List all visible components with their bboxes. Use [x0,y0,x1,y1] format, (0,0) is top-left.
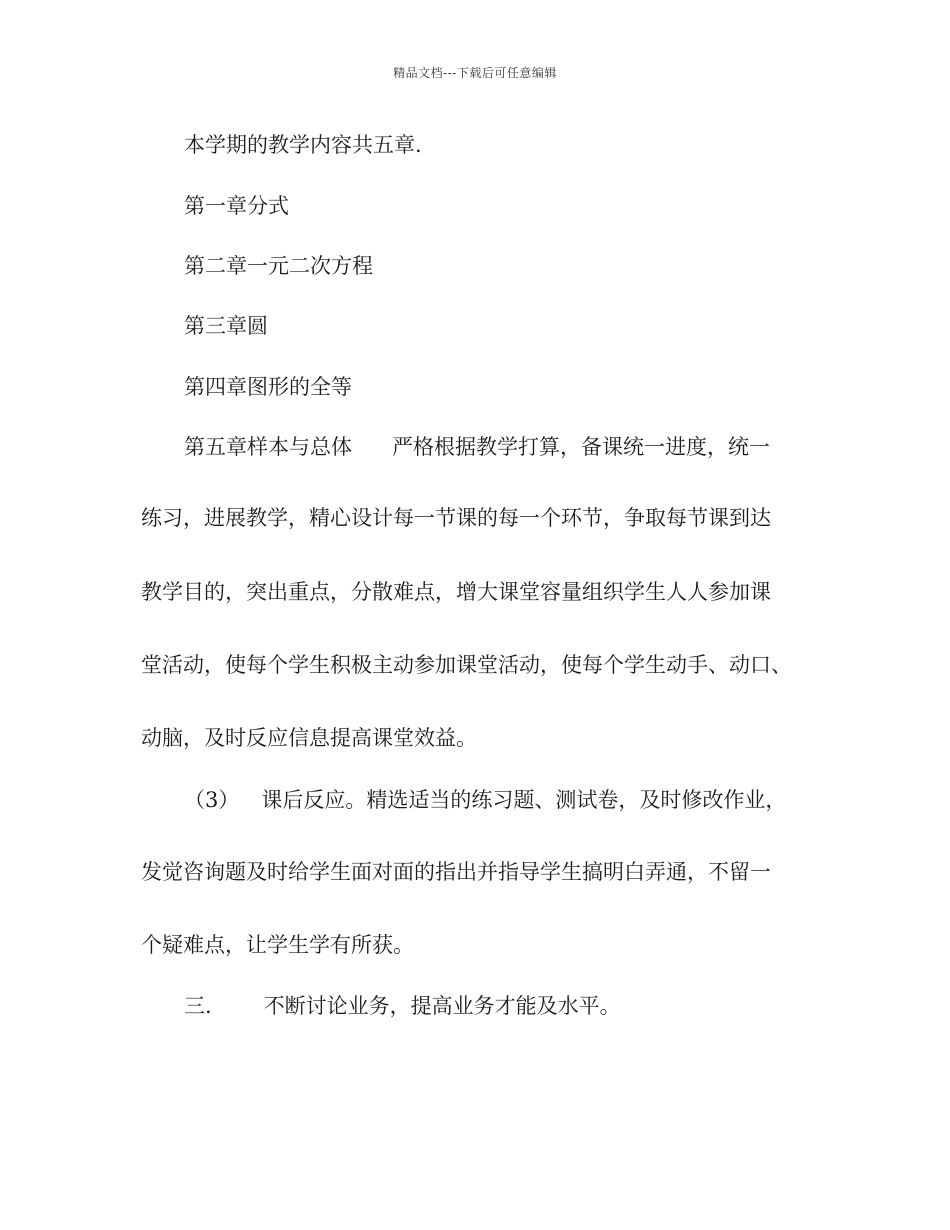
para2-line: 个疑难点，让学生学有所获。 [141,933,414,957]
para2-number: （3） [184,788,240,812]
chapter-2: 第二章一元二次方程 [184,254,373,278]
section-3-number: 三. [184,994,212,1018]
para1-line: 堂活动，使每个学生积极主动参加课堂活动，使每个学生动手、动口、 [141,653,792,677]
chapter-1: 第一章分式 [184,194,289,218]
section-3 [184,996,621,1017]
para1-line: 练习，进展教学，精心设计每一节课的每一个环节，争取每节课到达 [141,506,771,530]
chapter-3: 第三章圆 [184,314,268,338]
para1-line: 教学目的，突出重点，分散难点，增大课堂容量组织学生人人参加课 [141,580,771,604]
para2-line: 发觉咨询题及时给学生面对面的指出并指导学生搞明白弄通，不留一 [141,860,771,884]
chapter-5-and-para1-start [184,437,770,458]
intro-line: 本学期的教学内容共五章. [184,133,422,157]
para2-first-line: 课后反应。精选适当的练习题、测试卷，及时修改作业， [261,788,787,812]
section-3-text: 不断讨论业务，提高业务才能及水平。 [263,994,621,1018]
chapter-5: 第五章样本与总体 [184,435,352,459]
page-header: 精品文档---下载后可任意编辑 [393,66,557,80]
para1-line: 动脑，及时反应信息提高课堂效益。 [141,726,477,750]
chapter-4: 第四章图形的全等 [184,375,352,399]
para2-first [184,790,786,811]
para1-first-line: 严格根据教学打算，备课统一进度，统一 [392,435,770,459]
